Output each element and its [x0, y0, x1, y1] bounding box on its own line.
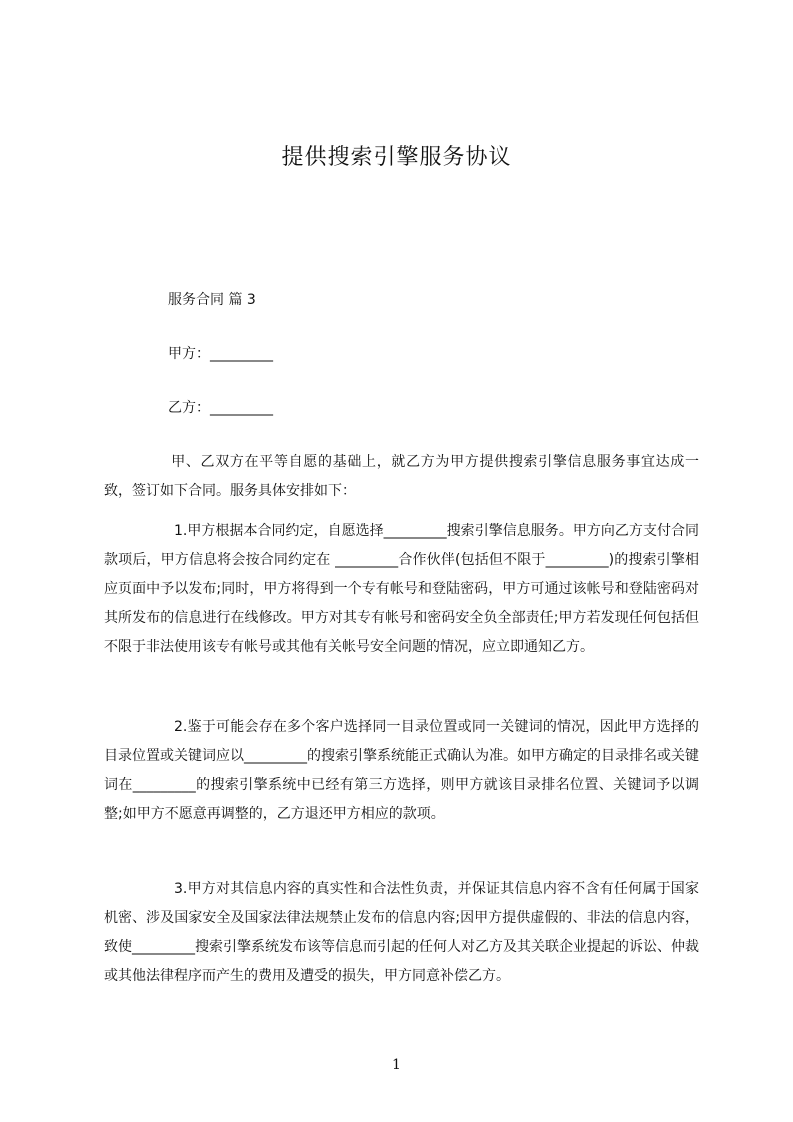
document-title: 提供搜索引擎服务协议	[281, 145, 512, 170]
party-b-line: 乙方：_________	[168, 400, 273, 416]
party-a-line: 甲方：_________	[168, 346, 273, 362]
page-number: 1	[392, 1057, 401, 1073]
clause-1: 1.甲方根据本合同约定，自愿选择_________搜索引擎信息服务。甲方向乙方支付合同款项后，甲方信息将会按合同约定在 _________合作伙伴(包括但不限于_________)的搜索引擎相应页面中予以发布;同时，甲方将得到一个专有帐号和登陆密码，甲方可通过该帐号和登陆密码对其所发布的信息进行在线修改。甲方对其专有帐号和密码安全负全部责任;甲方若发现任何包括但不限于非法使用该专有帐号或其他有关帐号安全问题的情况，应立即通知乙方。	[104, 523, 699, 655]
section-heading: 服务合同 篇 3	[168, 292, 256, 308]
clause-2: 2.鉴于可能会存在多个客户选择同一目录位置或同一关键词的情况，因此甲方选择的目录位置或关键词应以_________的搜索引擎系统能正式确认为准。如甲方确定的目录排名或关键词在_________的搜索引擎系统中已经有第三方选择，则甲方就该目录排名位置、关键词予以调整;如甲方不愿意再调整的，乙方退还甲方相应的款项。	[104, 719, 699, 822]
clause-3: 3.甲方对其信息内容的真实性和合法性负责，并保证其信息内容不含有任何属于国家机密、涉及国家安全及国家法律法规禁止发布的信息内容;因甲方提供虚假的、非法的信息内容，致使_________搜索引擎系统发布该等信息而引起的任何人对乙方及其关联企业提起的诉讼、仲裁或其他法律程序而产生的费用及遭受的损失，甲方同意补偿乙方。	[104, 881, 699, 984]
intro-paragraph: 甲、乙双方在平等自愿的基础上，就乙方为甲方提供搜索引擎信息服务事宜达成一致，签订如下合同。服务具体安排如下：	[104, 454, 699, 499]
